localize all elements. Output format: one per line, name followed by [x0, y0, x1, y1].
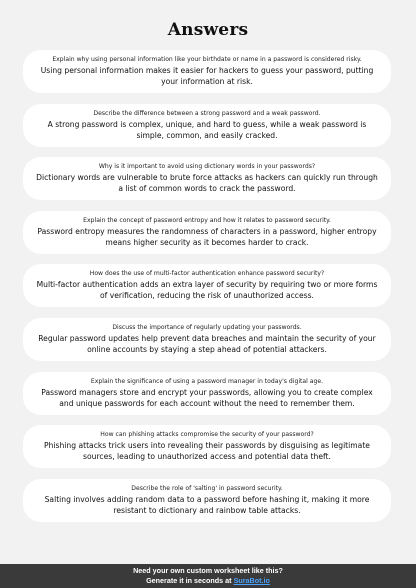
- question-text: Describe the role of 'salting' in password security.: [131, 484, 283, 492]
- answer-text: Dictionary words are vulnerable to brute force attacks as hackers can quickly run through a list of common words to crack the password.: [36, 173, 378, 194]
- answer-list: [23, 50, 391, 532]
- answer-card: [23, 318, 391, 361]
- answer-card: [23, 372, 391, 415]
- answer-card: [23, 157, 391, 200]
- question-text: Explain the significance of using a password manager in today's digital age.: [90, 377, 324, 385]
- answer-card: [23, 211, 391, 254]
- answer-text: Using personal information makes it easier for hackers to guess your password, putting your information at risk.: [40, 66, 374, 86]
- answer-text: Multi-factor authentication adds an extra layer of security by requiring two or more forms of verification, reducing the risk of unauthorized access.: [36, 280, 378, 301]
- footer-line-2: [0, 576, 416, 586]
- answer-card: [23, 425, 391, 468]
- answer-text: Password entropy measures the randomness of characters in a password, higher entropy means higher security as it becomes harder to crack.: [37, 226, 377, 247]
- answer-card: [23, 264, 391, 307]
- answer-card: [23, 479, 391, 522]
- promo-footer: [0, 564, 416, 588]
- question-text: Explain why using personal information like your birthdate or name in a password is considered risky.: [52, 56, 362, 63]
- surabot-link[interactable]: SuraBot.io: [233, 575, 270, 585]
- question-text: Explain the concept of password entropy and how it relates to password security.: [83, 216, 331, 224]
- footer-line-1: Need your own custom worksheet like this?: [133, 566, 283, 575]
- question-text: Describe the difference between a strong password and a weak password.: [93, 109, 321, 117]
- question-text: How can phishing attacks compromise the security of your password?: [100, 431, 314, 439]
- question-text: Why is it important to avoid using dictionary words in your passwords?: [98, 163, 316, 171]
- answer-text: Salting involves adding random data to a password before hashing it, making it more resistant to dictionary and rainbow table attacks.: [44, 494, 370, 515]
- answer-card: [23, 104, 391, 147]
- footer-line-2-prefix: Generate it in seconds at: [146, 575, 234, 585]
- answer-text: Regular password updates help prevent data breaches and maintain the security of your online accounts by staying a step ahead of potential attackers.: [38, 333, 376, 354]
- question-text: Discuss the importance of regularly updating your passwords.: [112, 323, 302, 331]
- answer-text: Password managers store and encrypt your passwords, allowing you to create complex and unique passwords for each account without the need to remember them.: [41, 387, 373, 408]
- page-title: Answers: [167, 20, 249, 40]
- answer-text: A strong password is complex, unique, and hard to guess, while a weak password is simple, common, and easily cracked.: [47, 119, 367, 140]
- answer-text: Phishing attacks trick users into revealing their passwords by disguising as legitimate sources, leading to unauthorized access and potential data theft.: [44, 441, 370, 462]
- answer-card: [23, 50, 391, 93]
- question-text: How does the use of multi-factor authentication enhance password security?: [89, 270, 325, 278]
